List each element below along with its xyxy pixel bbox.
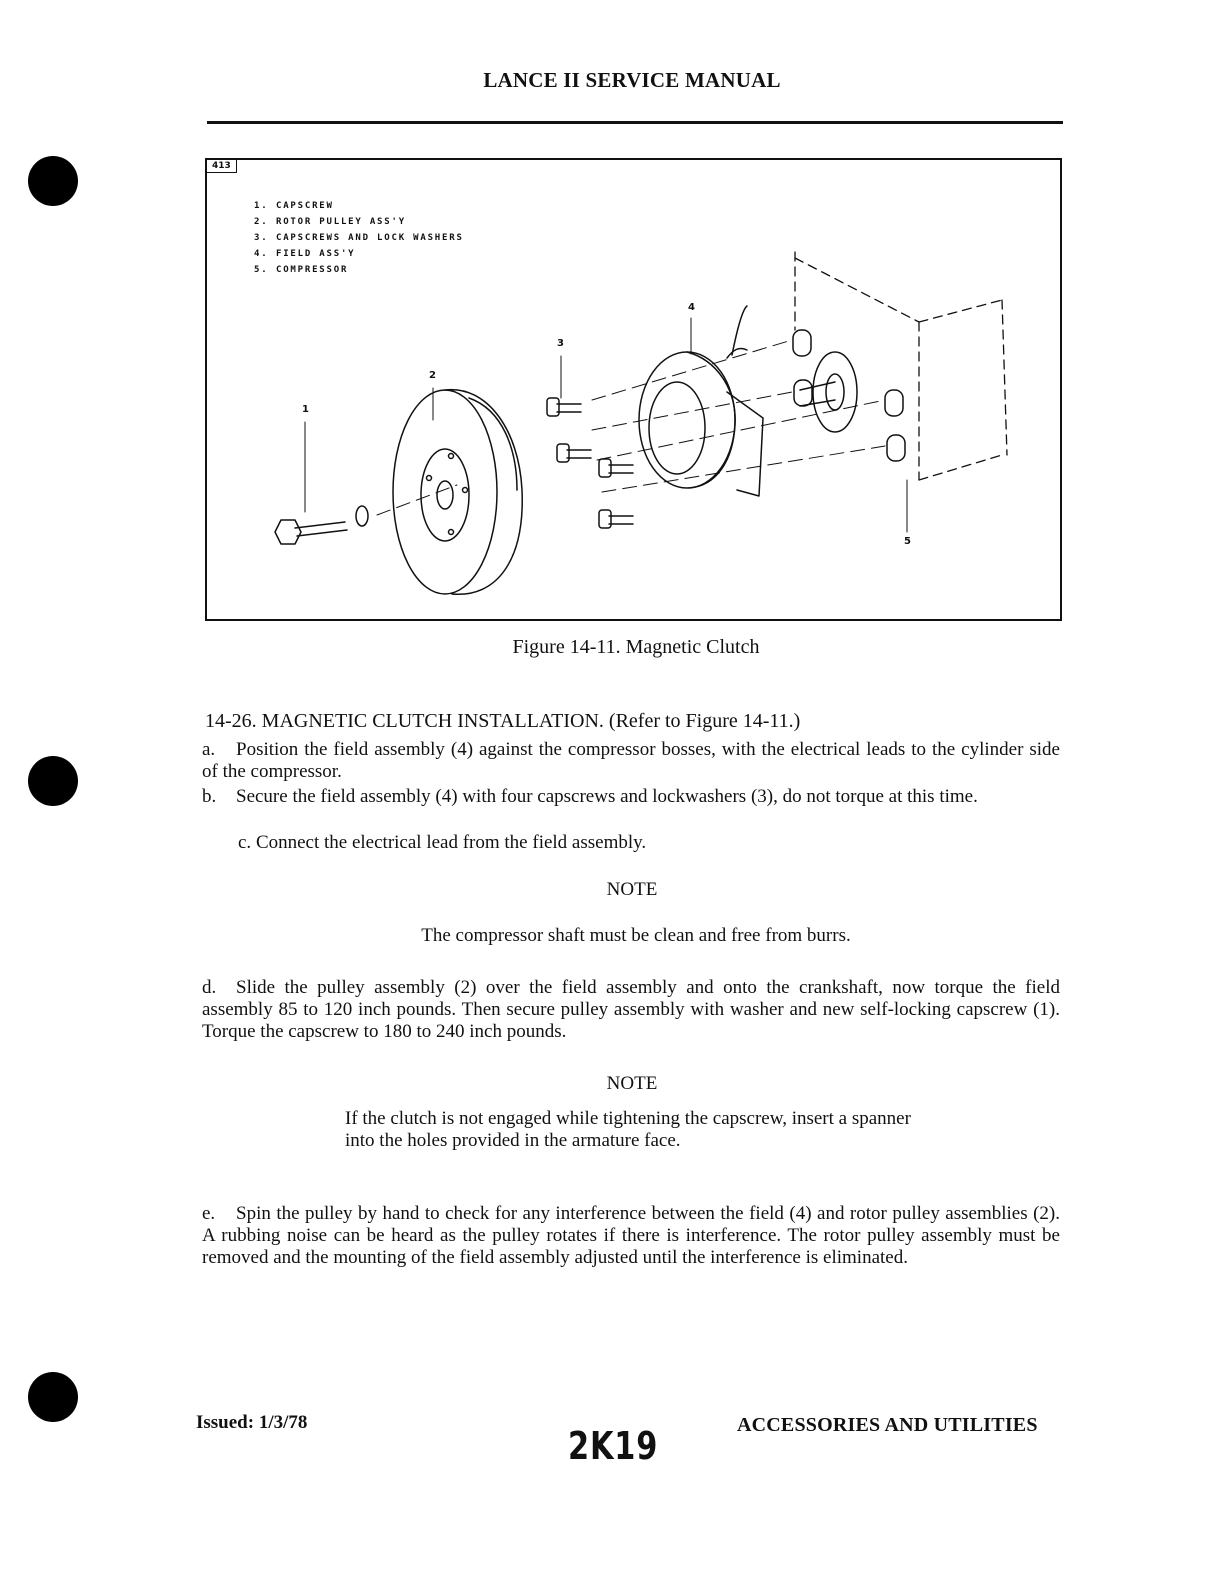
callout-3: 3 bbox=[557, 338, 564, 349]
issued-date: Issued: 1/3/78 bbox=[196, 1412, 308, 1433]
note-label: NOTE bbox=[606, 1073, 658, 1094]
note-text: If the clutch is not engaged while tightening the capscrew, insert a spanner into the holes provided in the armature face. bbox=[345, 1108, 911, 1151]
step-c bbox=[238, 832, 646, 854]
figure-caption: Figure 14-11. Magnetic Clutch bbox=[512, 636, 760, 658]
step-letter: e. bbox=[202, 1203, 216, 1224]
step-letter: a. bbox=[202, 739, 216, 760]
chapter-title: ACCESSORIES AND UTILITIES bbox=[737, 1414, 1038, 1436]
figure-frame bbox=[205, 158, 1062, 621]
legend-number: 3. bbox=[254, 233, 269, 243]
step-text: Connect the electrical lead from the field assembly. bbox=[255, 832, 647, 853]
magnetic-clutch-drawing bbox=[207, 160, 1060, 619]
callout-1: 1 bbox=[302, 404, 309, 415]
rotor-pulley bbox=[393, 390, 522, 595]
compressor-body bbox=[795, 252, 1007, 480]
step-text: Secure the field assembly (4) with four capscrews and lockwashers (3), do not torque at this time. bbox=[236, 786, 978, 807]
step-letter: d. bbox=[202, 977, 217, 998]
page-code: 2K19 bbox=[568, 1424, 659, 1468]
page-header-title: LANCE II SERVICE MANUAL bbox=[483, 68, 781, 92]
note-text: The compressor shaft must be clean and free from burrs. bbox=[421, 925, 851, 946]
legend-label: CAPSCREWS AND LOCK WASHERS bbox=[276, 233, 464, 243]
step-text: Position the field assembly (4) against the compressor bosses, with the electrical leads to the cylinder side of the compressor. bbox=[202, 739, 1060, 782]
step-a bbox=[202, 739, 1060, 783]
callout-5: 5 bbox=[904, 536, 911, 547]
step-b bbox=[202, 786, 1060, 808]
step-letter: c. bbox=[238, 832, 252, 853]
legend-label: FIELD ASS'Y bbox=[276, 249, 356, 259]
step-text: Slide the pulley assembly (2) over the field assembly and onto the crankshaft, now torque the field assembly 85 to 120 inch pounds. Then secure pulley assembly with washer and new self-locking capscrew (1). Torque the capscrew to 180 to 240 inch pounds. bbox=[202, 977, 1060, 1042]
capscrews-and-washers bbox=[547, 398, 633, 528]
step-d bbox=[202, 977, 1060, 1043]
capscrew-and-washer bbox=[275, 506, 368, 544]
callout-4: 4 bbox=[688, 302, 695, 313]
punch-hole bbox=[28, 756, 78, 806]
legend-label: CAPSCREW bbox=[276, 201, 334, 211]
callout-2: 2 bbox=[429, 370, 436, 381]
legend-label: COMPRESSOR bbox=[276, 265, 349, 275]
legend-label: ROTOR PULLEY ASS'Y bbox=[276, 217, 406, 227]
legend-number: 4. bbox=[254, 249, 269, 259]
figure-number: 413 bbox=[207, 160, 237, 173]
compressor-shaft-flange bbox=[800, 352, 857, 432]
header-rule bbox=[207, 121, 1063, 124]
step-e bbox=[202, 1203, 1060, 1269]
section-heading: 14-26. MAGNETIC CLUTCH INSTALLATION. (Refer to Figure 14-11.) bbox=[205, 710, 801, 732]
punch-hole bbox=[28, 1372, 78, 1422]
punch-hole bbox=[28, 156, 78, 206]
callout-leaders bbox=[305, 318, 907, 532]
dashed-alignment-lines bbox=[377, 340, 885, 515]
note-label: NOTE bbox=[606, 879, 658, 900]
step-text: Spin the pulley by hand to check for any interference between the field (4) and rotor pulley assemblies (2). A rubbing noise can be heard as the pulley rotates if there is interference. The rotor pulley assembly must be removed and the mounting of the field assembly adjusted until the interference is eliminated. bbox=[202, 1203, 1060, 1268]
legend-number: 5. bbox=[254, 265, 269, 275]
legend-number: 1. bbox=[254, 201, 269, 211]
compressor-bosses bbox=[793, 330, 905, 461]
step-letter: b. bbox=[202, 786, 217, 807]
legend-number: 2. bbox=[254, 217, 269, 227]
